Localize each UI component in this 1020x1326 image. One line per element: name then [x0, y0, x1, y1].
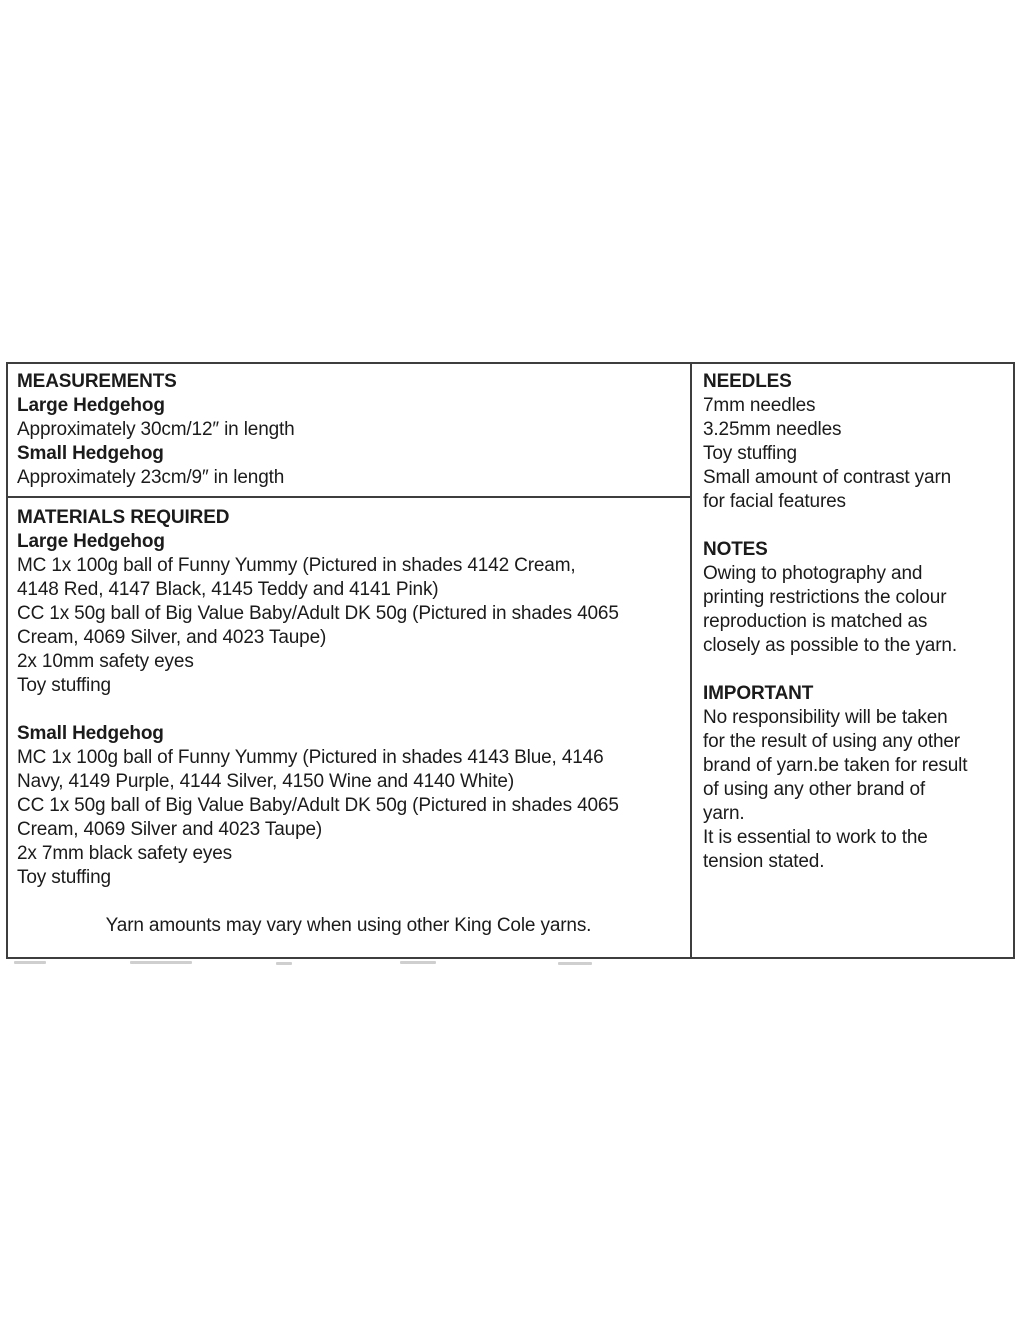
text-line: tension stated.: [703, 851, 825, 872]
text-line: Large Hedgehog: [17, 395, 165, 416]
text-line: CC 1x 50g ball of Big Value Baby/Adult DK 50g (Pictured in shades 4065: [17, 795, 619, 816]
measurements-title: MEASUREMENTS: [17, 371, 177, 392]
scan-artifact: [400, 961, 436, 964]
text-line: Toy stuffing: [17, 675, 111, 696]
text-line: printing restrictions the colour: [703, 587, 947, 608]
right-column-cell: [692, 364, 1013, 957]
text-line: of using any other brand of: [703, 779, 925, 800]
text-line: reproduction is matched as: [703, 611, 928, 632]
text-line: yarn.: [703, 803, 745, 824]
text-line: Toy stuffing: [17, 867, 111, 888]
text-line: Yarn amounts may vary when using other King Cole yarns.: [105, 915, 592, 936]
text-line: Toy stuffing: [703, 443, 797, 464]
measurements-cell: [8, 364, 690, 498]
right-sections: [703, 370, 1007, 874]
section-title: NEEDLES: [703, 371, 792, 392]
text-line: Owing to photography and: [703, 563, 923, 584]
text-line: Small Hedgehog: [17, 723, 164, 744]
measurements-lines: [17, 394, 680, 490]
materials-cell: [8, 498, 690, 957]
text-line: Approximately 23cm/9″ in length: [17, 467, 285, 488]
text-line: 7mm needles: [703, 395, 816, 416]
text-line: Small Hedgehog: [17, 443, 164, 464]
section-needles: [703, 370, 1007, 514]
text-line: Cream, 4069 Silver and 4023 Taupe): [17, 819, 323, 840]
text-line: Navy, 4149 Purple, 4144 Silver, 4150 Wine and 4140 White): [17, 771, 515, 792]
text-line: Approximately 30cm/12″ in length: [17, 419, 295, 440]
blank-line: [17, 698, 680, 722]
pattern-info-table: [6, 362, 1015, 959]
text-line: CC 1x 50g ball of Big Value Baby/Adult DK 50g (Pictured in shades 4065: [17, 603, 619, 624]
scan-artifact: [130, 961, 192, 964]
section-notes: [703, 538, 1007, 658]
text-line: for the result of using any other: [703, 731, 960, 752]
section-title: IMPORTANT: [703, 683, 814, 704]
scan-artifact: [558, 962, 592, 965]
text-line: Large Hedgehog: [17, 531, 165, 552]
text-line: Cream, 4069 Silver, and 4023 Taupe): [17, 627, 327, 648]
text-line: MC 1x 100g ball of Funny Yummy (Pictured in shades 4142 Cream,: [17, 555, 576, 576]
text-line: closely as possible to the yarn.: [703, 635, 957, 656]
section-important: [703, 682, 1007, 874]
text-line: for facial features: [703, 491, 846, 512]
text-line: brand of yarn.be taken for result: [703, 755, 968, 776]
text-line: 2x 7mm black safety eyes: [17, 843, 232, 864]
text-line: 2x 10mm safety eyes: [17, 651, 194, 672]
scan-artifact: [14, 961, 46, 964]
scan-artifact: [276, 962, 292, 965]
section-title: NOTES: [703, 539, 768, 560]
text-line: No responsibility will be taken: [703, 707, 948, 728]
text-line: Small amount of contrast yarn: [703, 467, 952, 488]
blank-line: [17, 890, 680, 914]
text-line: MC 1x 100g ball of Funny Yummy (Pictured in shades 4143 Blue, 4146: [17, 747, 604, 768]
text-line: 4148 Red, 4147 Black, 4145 Teddy and 4141 Pink): [17, 579, 439, 600]
materials-title: MATERIALS REQUIRED: [17, 507, 230, 528]
text-line: 3.25mm needles: [703, 419, 842, 440]
left-column: [8, 364, 692, 957]
text-line: It is essential to work to the: [703, 827, 928, 848]
materials-lines: [17, 530, 680, 938]
